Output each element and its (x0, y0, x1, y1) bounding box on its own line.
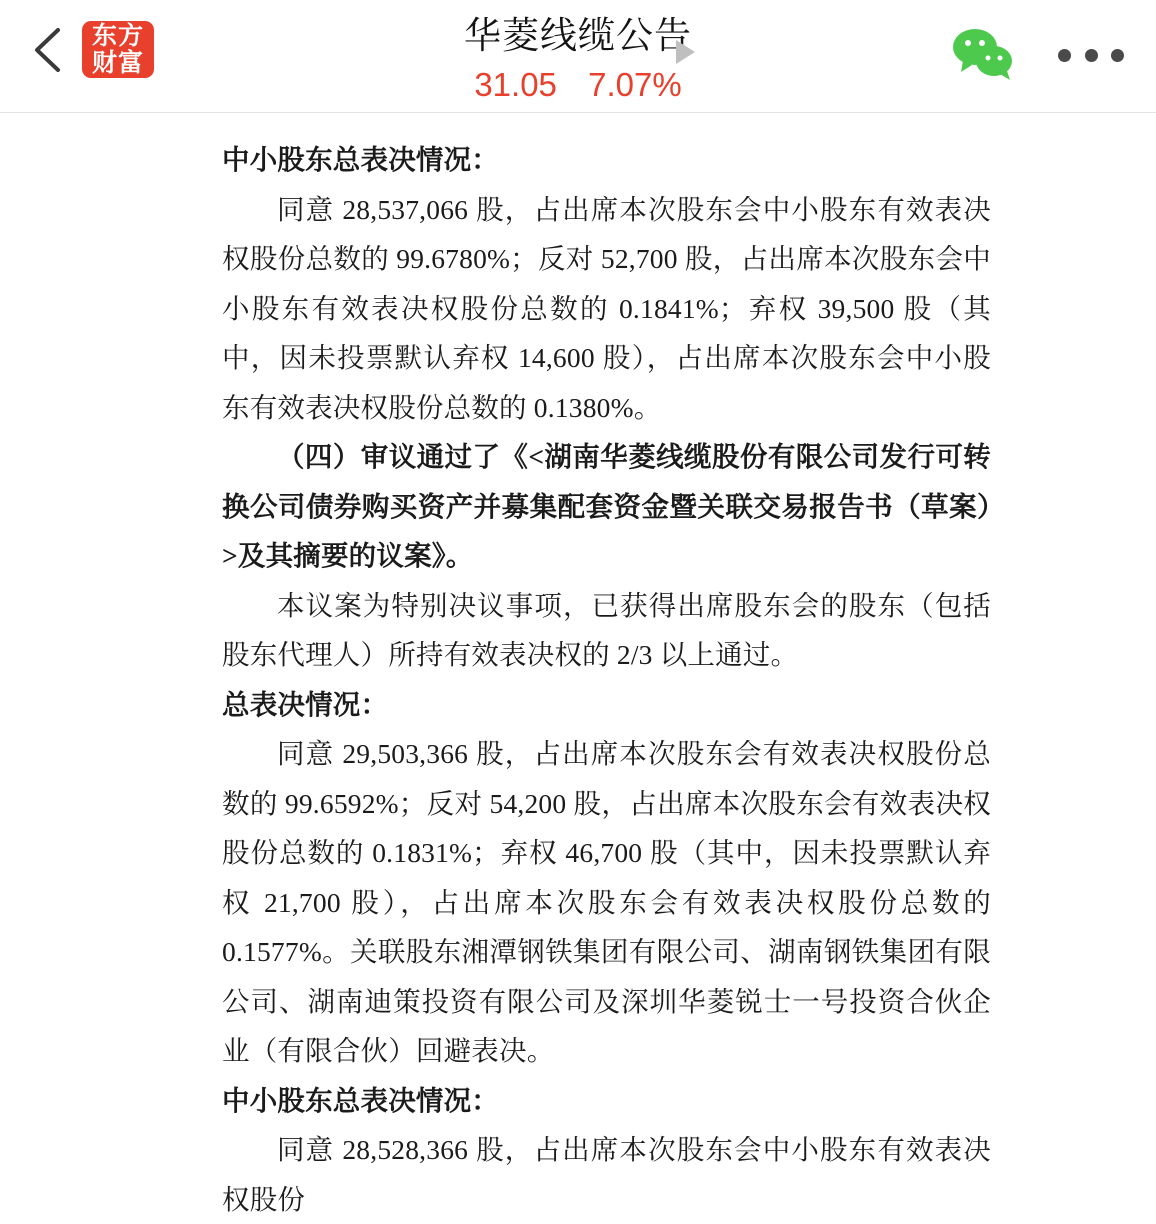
body-paragraph: 本议案为特别决议事项，已获得出席股东会的股东（包括股东代理人）所持有效表决权的 2/3 以上通过。 (222, 589, 991, 670)
section-heading: 中小股东总表决情况： (222, 144, 499, 175)
stock-price: 31.05 (474, 66, 557, 103)
stock-change-percent: 7.07% (588, 66, 682, 103)
app-header (0, 0, 1156, 113)
logo-line-1: 东方 (91, 22, 144, 50)
more-dots-icon[interactable] (1058, 45, 1124, 65)
body-paragraph: 同意 29,503,366 股，占出席本次股东会有效表决权股份总数的 99.6592%；反对 54,200 股，占出席本次股东会有效表决权股份总数的 0.1831%；弃权 46,700 股（其中，因未投票默认弃权 21,700 股），占出席本次股东会有效表决权股份总数的 0.1577%。关联股东湘潭钢铁集团有限公司、湖南钢铁集团有限公司、湖南迪策投资有限公司及深圳华菱锐士一号投资合伙企业（有限合伙）回避表决。 (222, 738, 991, 1066)
more-dot-1 (1058, 49, 1071, 62)
body-paragraph: 同意 28,528,366 股，占出席本次股东会中小股东有效表决权股份 (222, 1134, 991, 1215)
announcement-body (0, 113, 1156, 1224)
more-dot-2 (1085, 49, 1098, 62)
section-heading: 总表决情况： (222, 688, 389, 720)
page-title: 华菱线缆公告 (464, 15, 692, 56)
resolution-title-paragraph: （四）审议通过了《<湖南华菱线缆股份有限公司发行可转换公司债券购买资产并募集配套资金暨关联交易报告书（草案）>及其摘要的议案》。 (222, 441, 991, 571)
more-dot-3 (1111, 49, 1124, 62)
play-triangle-icon[interactable] (676, 40, 695, 64)
logo-line-2: 财富 (91, 49, 144, 77)
section-heading: 中小股东总表决情况： (222, 1084, 499, 1116)
wechat-icon[interactable] (951, 28, 1013, 80)
body-paragraph: 同意 28,537,066 股，占出席本次股东会中小股东有效表决权股份总数的 99.6780%；反对 52,700 股，占出席本次股东会中小股东有效表决权股份总数的 0.1841%；弃权 39,500 股（其中，因未投票默认弃权 14,600 股），占出席本次股东会中小股东有效表决权股份总数的 0.1380%。 (222, 193, 991, 423)
